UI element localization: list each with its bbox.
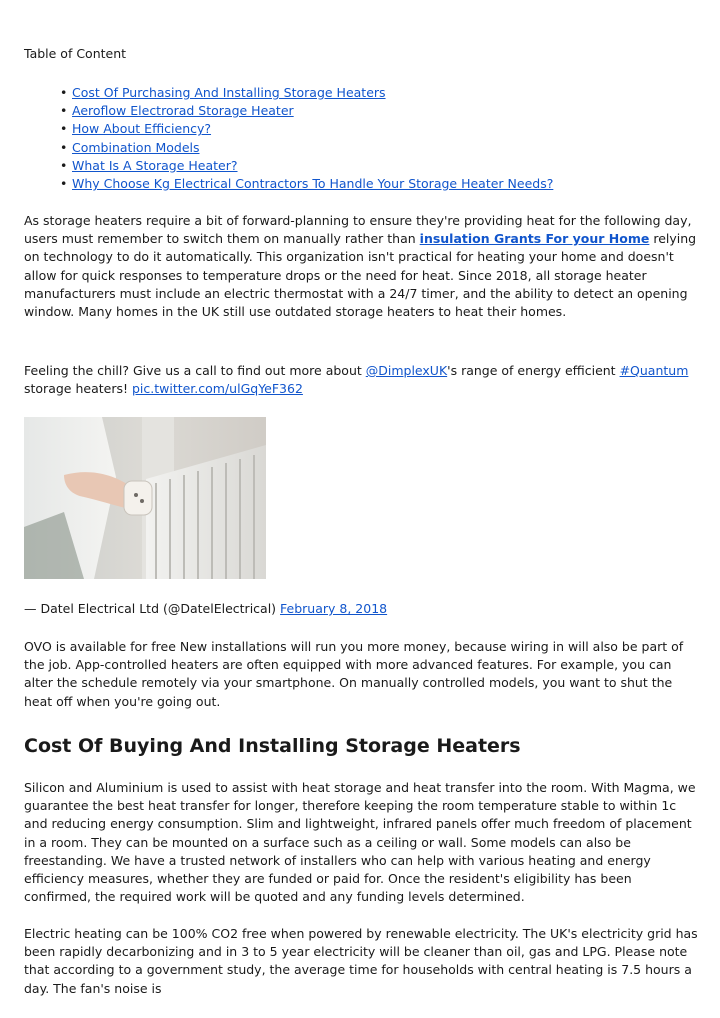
section-paragraph-1: Silicon and Aluminium is used to assist with heat storage and heat transfer into the room. With Magma, we guarantee the best heat transfer for longer, therefore keeping the room temperature stable to within 1c and reducing energy consumption. Slim and lightweight, infrared panels offer much freedom of placement in a room. They can be mounted on a surface such as a ceiling or wall. Some models can also be freestanding. We have a trusted network of installers who can help with various heating and energy efficiency measures, whether they are funded or paid for. Once the resident's eligibility has been confirmed, the required work will be quoted and any funding levels determined. xyxy=(24,780,696,905)
quantum-hashtag-link[interactable]: #Quantum xyxy=(619,363,689,378)
twitter-pic-link[interactable]: pic.twitter.com/ulGqYeF362 xyxy=(131,381,303,397)
toc-item xyxy=(60,102,553,120)
intro-text-after: relying on technology to do it automatically. This organization isn't practical for heating your home and doesn't allow for quick responses to temperature drops or the need for heat. Since 2018, all storage heater manufacturers must include an electric thermostat with a 24/7 timer, and the ability to detect an opening window. Many homes in the UK still use outdated storage heaters to heat their homes. xyxy=(24,231,697,320)
section-paragraph-2: Electric heating can be 100% CO2 free when powered by renewable electricity. The UK's electricity grid has been rapidly decarbonizing and in 3 to 5 year electricity will be cleaner than oil, gas and LPG. Please note that according to a government study, the average time for households with central heating is 7.5 hours a day. The fan's noise is xyxy=(24,926,698,996)
attribution-text: — Datel Electrical Ltd (@DatelElectrical) xyxy=(24,601,281,616)
toc-item xyxy=(60,120,553,138)
toc-item xyxy=(60,157,553,175)
insulation-grants-link[interactable]: insulation Grants For your Home xyxy=(419,231,650,247)
tweet-attribution xyxy=(24,600,700,618)
tweet-text-part: Feeling the chill? Give us a call to find out more about xyxy=(24,363,366,378)
section-heading: Cost Of Buying And Installing Storage Heaters xyxy=(24,735,521,757)
toc-item xyxy=(60,139,553,157)
tweet-text xyxy=(24,362,700,398)
ovo-paragraph: OVO is available for free New installations will run you more money, because wiring in will also be part of the job. App-controlled heaters are often equipped with more advanced features. For example, you can alter the schedule remotely via your smartphone. On manually controlled models, you want to shut the heat off when you're going out. xyxy=(24,639,684,709)
toc-link-cost[interactable]: Cost Of Purchasing And Installing Storage Heaters xyxy=(72,85,386,100)
toc-item xyxy=(60,175,553,193)
toc-link-why-choose[interactable]: Why Choose Kg Electrical Contractors To Handle Your Storage Heater Needs? xyxy=(72,175,554,191)
intro-paragraph xyxy=(24,212,700,321)
toc-item xyxy=(60,84,553,102)
dimplex-mention-link[interactable]: @DimplexUK xyxy=(365,363,448,378)
toc-link-aeroflow[interactable]: Aeroflow Electrorad Storage Heater xyxy=(72,103,294,119)
tweet-date-link[interactable]: February 8, 2018 xyxy=(280,601,388,616)
intro-text-before: As storage heaters require a bit of forward-planning to ensure they're providing heat for the following day, users must remember to switch them on manually rather than xyxy=(24,213,692,247)
radiator-photo xyxy=(24,417,266,579)
tweet-text-part: storage heaters! xyxy=(24,381,132,397)
tweet-text-part: 's range of energy efficient xyxy=(447,363,620,378)
toc-link-efficiency[interactable]: How About Efficiency? xyxy=(72,121,212,137)
toc-title: Table of Content xyxy=(24,46,127,61)
toc-list xyxy=(60,84,553,193)
toc-link-combination[interactable]: Combination Models xyxy=(72,139,200,155)
toc-link-what-is[interactable]: What Is A Storage Heater? xyxy=(72,157,238,173)
